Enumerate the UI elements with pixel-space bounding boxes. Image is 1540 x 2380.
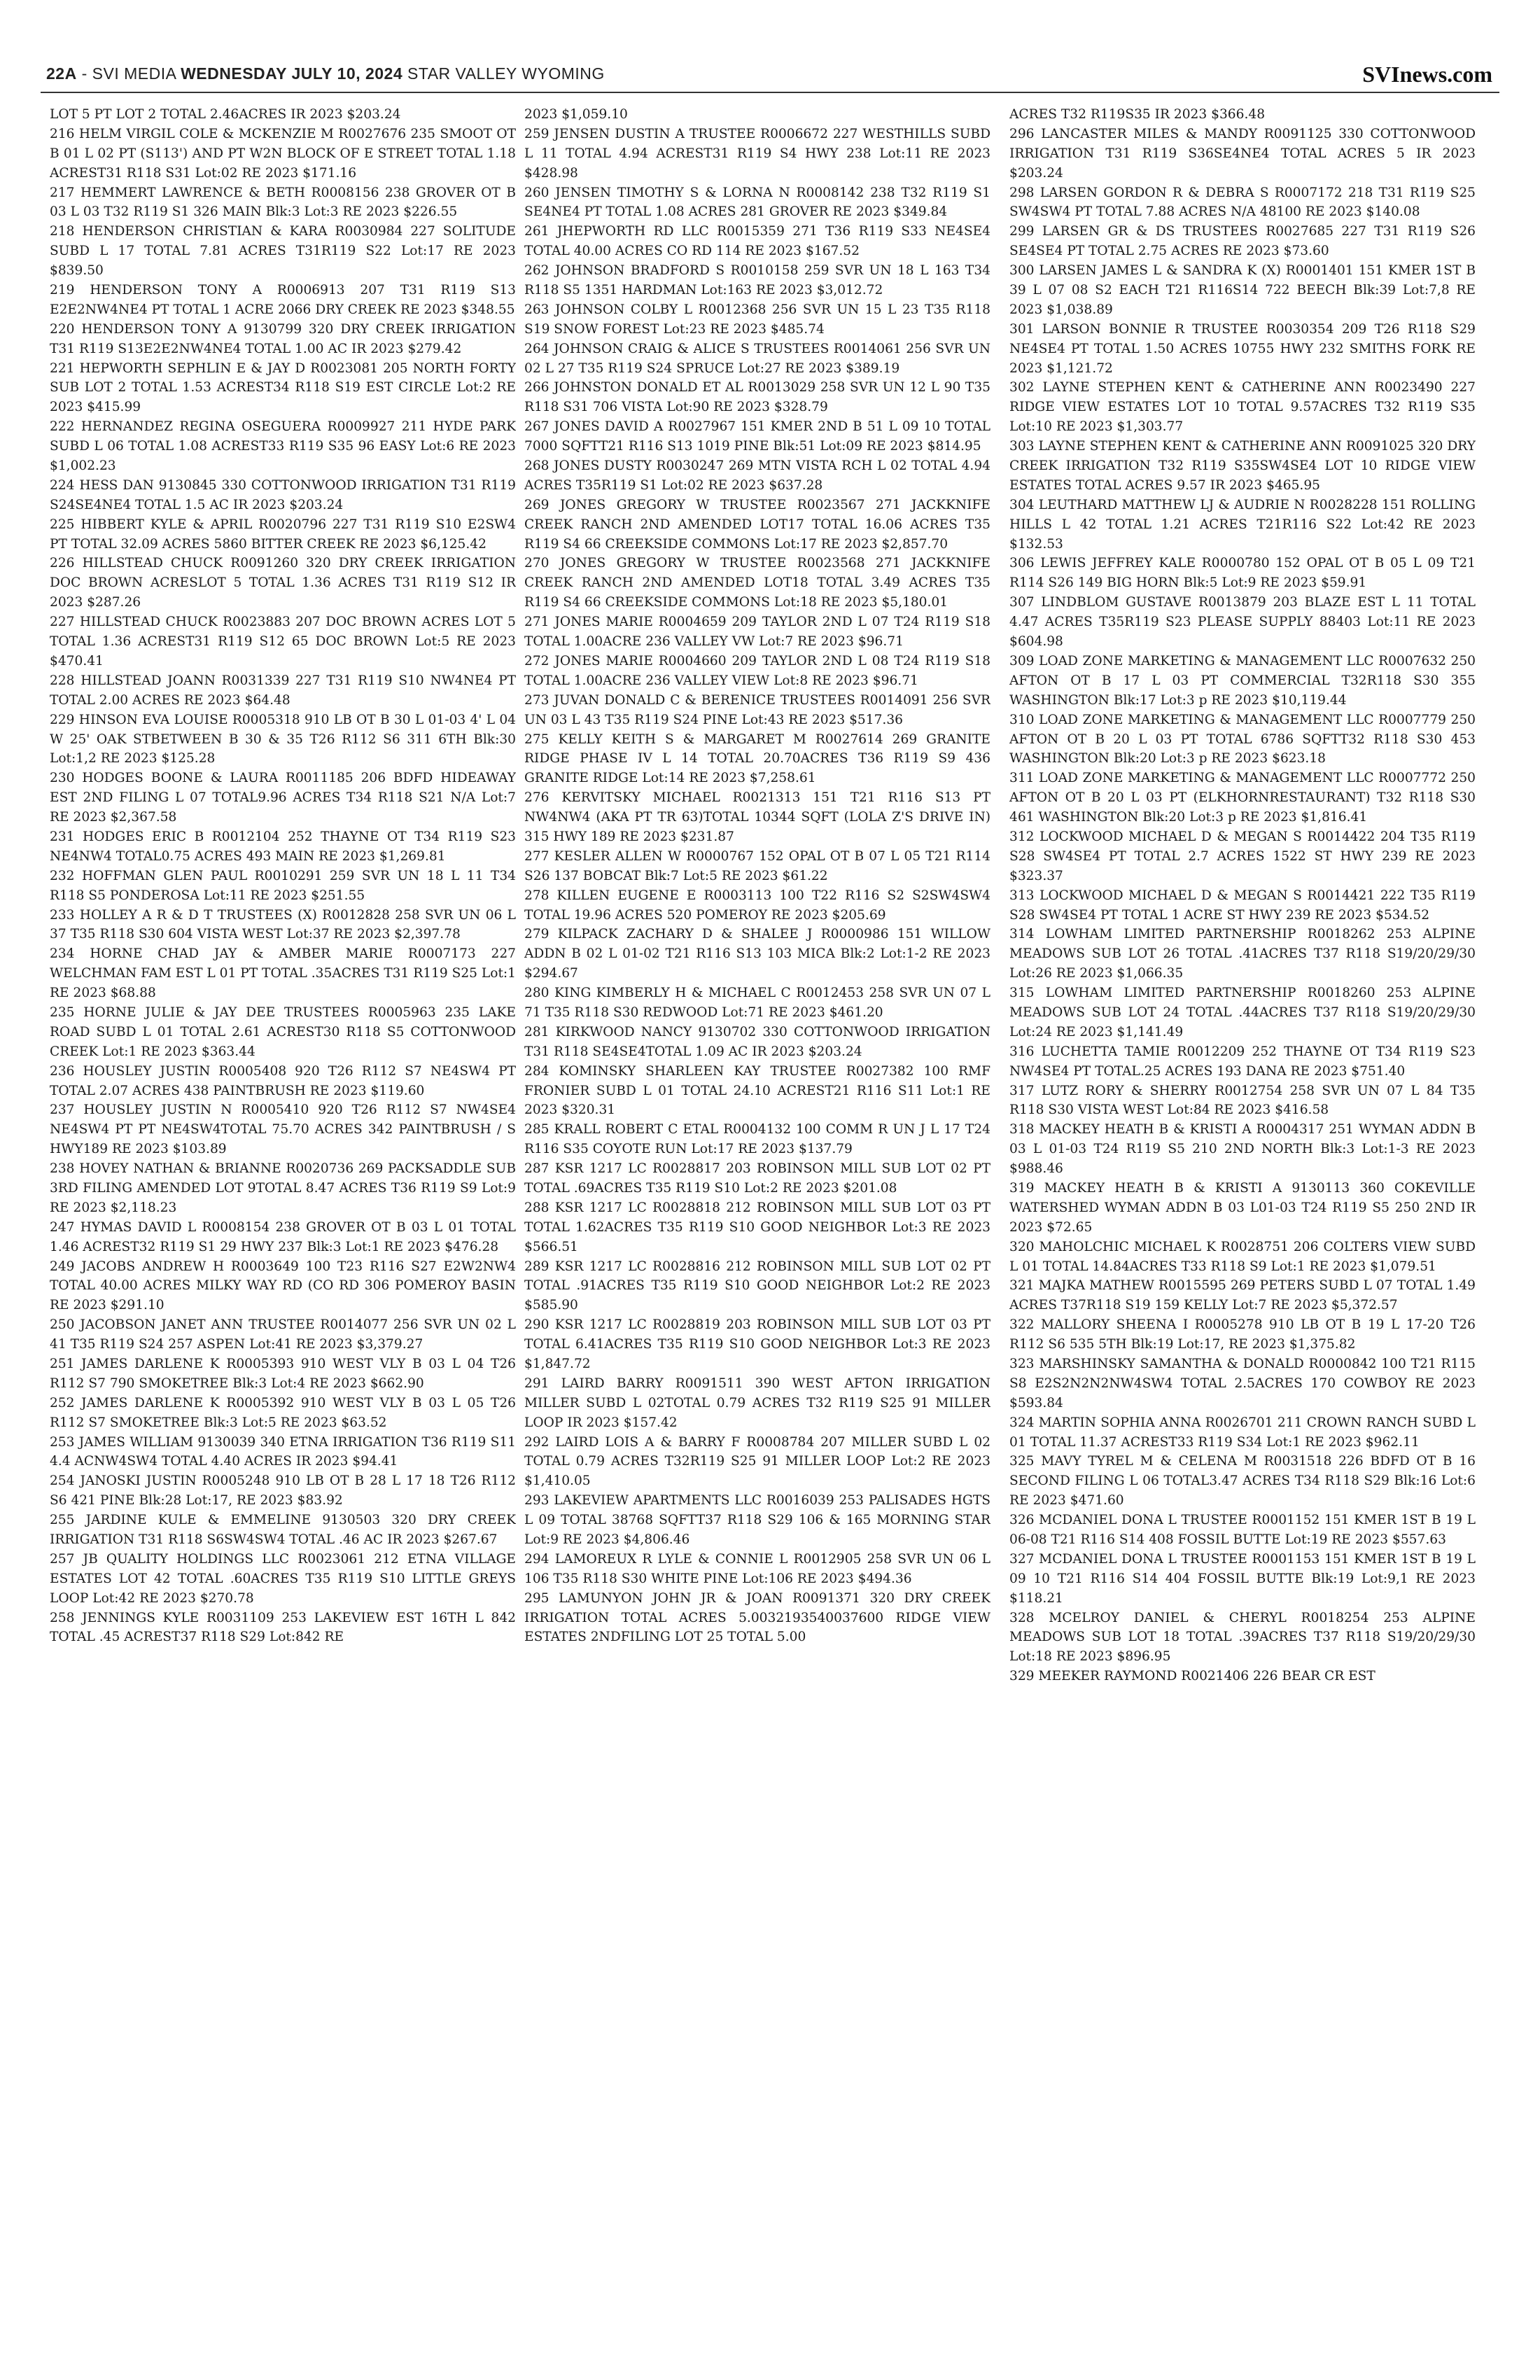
- tax-listing-entry: 260 JENSEN TIMOTHY S & LORNA N R0008142 238 T32 R119 S1 SE4NE4 PT TOTAL 1.08 ACRES 281 GROVER RE 2023 $349.84: [524, 185, 990, 220]
- tax-listing-entry: 276 KERVITSKY MICHAEL R0021313 151 T21 R116 S13 PT NW4NW4 (AKA PT TR 63)TOTAL 10344 SQFT (LOLA Z'S DRIVE IN) 315 HWY 189 RE 2023 $231.87: [524, 790, 990, 844]
- tax-listing-entry: 227 HILLSTEAD CHUCK R0023883 207 DOC BROWN ACRES LOT 5 TOTAL 1.36 ACREST31 R119 S12 65 DOC BROWN Lot:5 RE 2023 $470.41: [50, 615, 516, 668]
- tax-listing-entry: 253 JAMES WILLIAM 9130039 340 ETNA IRRIGATION T36 R119 S11 4.4 ACNW4SW4 TOTAL 4.40 ACRES IR 2023 $94.41: [50, 1434, 516, 1469]
- tax-listing-entry: 318 MACKEY HEATH B & KRISTI A R0004317 251 WYMAN ADDN B 03 L 01-03 T24 R119 S5 210 2ND NORTH Blk:3 Lot:1-3 RE 2023 $988.46: [1009, 1122, 1476, 1177]
- tax-listing-entry: 299 LARSEN GR & DS TRUSTEES R0027685 227 T31 R119 S26 SE4SE4 PT TOTAL 2.75 ACRES RE 2023 $73.60: [1009, 224, 1476, 259]
- tax-listing-entry: 220 HENDERSON TONY A 9130799 320 DRY CREEK IRRIGATION T31 R119 S13E2E2NW4NE4 TOTAL 1.00 AC IR 2023 $279.42: [50, 321, 516, 356]
- tax-listing-entry: 236 HOUSLEY JUSTIN R0005408 920 T26 R112 S7 NE4SW4 PT TOTAL 2.07 ACRES 438 PAINTBRUSH RE 2023 $119.60: [50, 1063, 516, 1098]
- website-link[interactable]: SVInews.com: [1362, 62, 1492, 87]
- tax-listing-entry: 249 JACOBS ANDREW H R0003649 100 T23 R116 S27 E2W2NW4 TOTAL 40.00 ACRES MILKY WAY RD (CO RD 306 POMEROY BASIN RE 2023 $291.10: [50, 1259, 516, 1313]
- tax-listing-entry: 325 MAVY TYREL M & CELENA M R0031518 226 BDFD OT B 16 SECOND FILING L 06 TOTAL3.47 ACRES T34 R118 S29 Blk:16 Lot:6 RE 2023 $471.60: [1009, 1454, 1476, 1508]
- tax-listing-entry: 321 MAJKA MATHEW R0015595 269 PETERS SUBD L 07 TOTAL 1.49 ACRES T37R118 S19 159 KELLY Lot:7 RE 2023 $5,372.57: [1009, 1278, 1476, 1313]
- issue-date: WEDNESDAY JULY 10, 2024: [181, 64, 403, 83]
- tax-listing-entry: 293 LAKEVIEW APARTMENTS LLC R0016039 253 PALISADES HGTS L 09 TOTAL 38768 SQFTT37 R118 S29 106 & 165 MORNING STAR Lot:9 RE 2023 $4,806.46: [524, 1493, 990, 1548]
- publication-name: - SVI MEDIA: [76, 64, 181, 83]
- tax-listing-entry: 291 LAIRD BARRY R0091511 390 WEST AFTON IRRIGATION MILLER SUBD L 02TOTAL 0.79 ACRES T32 R119 S25 91 MILLER LOOP IR 2023 $157.42: [524, 1376, 990, 1430]
- tax-listing-entry: 270 JONES GREGORY W TRUSTEE R0023568 271 JACKKNIFE CREEK RANCH 2ND AMENDED LOT18 TOTAL 3.49 ACRES T35 R119 S4 66 CREEKSIDE COMMONS Lot:18 RE 2023 $5,180.01: [524, 556, 990, 610]
- tax-listing-entry: 303 LAYNE STEPHEN KENT & CATHERINE ANN R0091025 320 DRY CREEK IRRIGATION T32 R119 S35SW4SE4 LOT 10 RIDGE VIEW ESTATES TOTAL ACRES 9.57 IR 2023 $465.95: [1009, 439, 1476, 493]
- tax-listing-entry: 231 HODGES ERIC B R0012104 252 THAYNE OT T34 R119 S23 NE4NW4 TOTAL0.75 ACRES 493 MAIN RE 2023 $1,269.81: [50, 829, 516, 864]
- tax-listing-entry: 294 LAMOREUX R LYLE & CONNIE L R0012905 258 SVR UN 06 L 106 T35 R118 S30 WHITE PINE Lot:106 RE 2023 $494.36: [524, 1551, 990, 1586]
- tax-listing-entry: 219 HENDERSON TONY A R0006913 207 T31 R119 S13 E2E2NW4NE4 PT TOTAL 1 ACRE 2066 DRY CREEK RE 2023 $348.55: [50, 283, 516, 317]
- tax-listing-entry: 290 KSR 1217 LC R0028819 203 ROBINSON MILL SUB LOT 03 PT TOTAL 6.41ACRES T35 R119 S10 GOOD NEIGHBOR Lot:3 RE 2023 $1,847.72: [524, 1317, 990, 1371]
- tax-listing-entry: 289 KSR 1217 LC R0028816 212 ROBINSON MILL SUB LOT 02 PT TOTAL .91ACRES T35 R119 S10 GOOD NEIGHBOR Lot:2 RE 2023 $585.90: [524, 1259, 990, 1313]
- tax-listing-entry: 217 HEMMERT LAWRENCE & BETH R0008156 238 GROVER OT B 03 L 03 T32 R119 S1 326 MAIN Blk:3 Lot:3 RE 2023 $226.55: [50, 185, 516, 220]
- tax-listing-entry: 302 LAYNE STEPHEN KENT & CATHERINE ANN R0023490 227 RIDGE VIEW ESTATES LOT 10 TOTAL 9.57ACRES T32 R119 S35 Lot:10 RE 2023 $1,303.77: [1009, 380, 1476, 435]
- tax-listing-entry: 268 JONES DUSTY R0030247 269 MTN VISTA RCH L 02 TOTAL 4.94 ACRES T35R119 S1 Lot:02 RE 2023 $637.28: [524, 458, 990, 493]
- tax-listing-entry: 311 LOAD ZONE MARKETING & MANAGEMENT LLC R0007772 250 AFTON OT B 20 L 03 PT (ELKHORNRESTAURANT) T32 R118 S30 461 WASHINGTON Blk:20 Lot:3 p RE 2023 $1,816.41: [1009, 771, 1476, 825]
- tax-listing-entry: 310 LOAD ZONE MARKETING & MANAGEMENT LLC R0007779 250 AFTON OT B 20 L 03 PT TOTAL 6786 SQFTT32 R118 S30 453 WASHINGTON Blk:20 Lot:3 p RE 2023 $623.18: [1009, 712, 1476, 766]
- tax-listing-entry: 278 KILLEN EUGENE E R0003113 100 T22 R116 S2 S2SW4SW4 TOTAL 19.96 ACRES 520 POMEROY RE 2023 $205.69: [524, 888, 990, 923]
- tax-listing-entry: 273 JUVAN DONALD C & BERENICE TRUSTEES R0014091 256 SVR UN 03 L 43 T35 R119 S24 PINE Lot:43 RE 2023 $517.36: [524, 692, 990, 727]
- tax-listing-entry: 267 JONES DAVID A R0027967 151 KMER 2ND B 51 L 09 10 TOTAL 7000 SQFTT21 R116 S13 1019 PINE Blk:51 Lot:09 RE 2023 $814.95: [524, 419, 990, 454]
- tax-listing-entry: 312 LOCKWOOD MICHAEL D & MEGAN S R0014422 204 T35 R119 S28 SW4SE4 PT TOTAL 2.7 ACRES 1522 ST HWY 239 RE 2023 $323.37: [1009, 829, 1476, 883]
- tax-listing-entry: 319 MACKEY HEATH B & KRISTI A 9130113 360 COKEVILLE WATERSHED WYMAN ADDN B 03 L01-03 T24 R119 S5 250 2ND IR 2023 $72.65: [1009, 1180, 1476, 1235]
- tax-listing-entry: 306 LEWIS JEFFREY KALE R0000780 152 OPAL OT B 05 L 09 T21 R114 S26 149 BIG HORN Blk:5 Lot:9 RE 2023 $59.91: [1009, 556, 1476, 591]
- tax-listing-entry: 329 MEEKER RAYMOND R0021406 226 BEAR CR EST: [1009, 1669, 1376, 1684]
- tax-listing-entry: 281 KIRKWOOD NANCY 9130702 330 COTTONWOOD IRRIGATION T31 R118 SE4SE4TOTAL 1.09 AC IR 2023 $203.24: [524, 1024, 990, 1059]
- tax-listing-entry: 258 JENNINGS KYLE R0031109 253 LAKEVIEW EST 16TH L 842 TOTAL .45 ACREST37 R118 S29 Lot:842 RE: [50, 1610, 516, 1645]
- tax-listing-entry: 316 LUCHETTA TAMIE R0012209 252 THAYNE OT T34 R119 S23 NW4SE4 PT TOTAL.25 ACRES 193 DANA RE 2023 $751.40: [1009, 1044, 1476, 1079]
- tax-listing-entry: 250 JACOBSON JANET ANN TRUSTEE R0014077 256 SVR UN 02 L 41 T35 R119 S24 257 ASPEN Lot:41 RE 2023 $3,379.27: [50, 1317, 516, 1352]
- tax-listing-entry: 284 KOMINSKY SHARLEEN KAY TRUSTEE R0027382 100 RMF FRONIER SUBD L 01 TOTAL 24.10 ACREST21 R116 S11 Lot:1 RE 2023 $320.31: [524, 1063, 990, 1118]
- tax-listing-entry: 295 LAMUNYON JOHN JR & JOAN R0091371 320 DRY CREEK IRRIGATION TOTAL ACRES 5.0032193540037600 RIDGE VIEW ESTATES 2NDFILING LOT 25 TOTAL 5.00: [524, 1590, 990, 1645]
- tax-listing-entry: 314 LOWHAM LIMITED PARTNERSHIP R0018262 253 ALPINE MEADOWS SUB LOT 26 TOTAL .41ACRES T37 R118 S19/20/29/30 Lot:26 RE 2023 $1,066.35: [1009, 927, 1476, 981]
- tax-listing-entry: 235 HORNE JULIE & JAY DEE TRUSTEES R0005963 235 LAKE ROAD SUBD L 01 TOTAL 2.61 ACREST30 R118 S5 COTTONWOOD CREEK Lot:1 RE 2023 $363.44: [50, 1004, 516, 1059]
- tax-listing-entry: 247 HYMAS DAVID L R0008154 238 GROVER OT B 03 L 01 TOTAL 1.46 ACREST32 R119 S1 29 HWY 237 Blk:3 Lot:1 RE 2023 $476.28: [50, 1219, 516, 1254]
- tax-listing-entry: 288 KSR 1217 LC R0028818 212 ROBINSON MILL SUB LOT 03 PT TOTAL 1.62ACRES T35 R119 S10 GOOD NEIGHBOR Lot:3 RE 2023 $566.51: [524, 1200, 990, 1254]
- tax-listing-entry: 225 HIBBERT KYLE & APRIL R0020796 227 T31 R119 S10 E2SW4 PT TOTAL 32.09 ACRES 5860 BITTER CREEK RE 2023 $6,125.42: [50, 517, 516, 552]
- tax-listing-entry: 301 LARSON BONNIE R TRUSTEE R0030354 209 T26 R118 S29 NE4SE4 PT TOTAL 1.50 ACRES 10755 HWY 232 SMITHS FORK RE 2023 $1,121.72: [1009, 321, 1476, 376]
- masthead-dateline: [46, 64, 605, 83]
- tax-listing-entry: 317 LUTZ RORY & SHERRY R0012754 258 SVR UN 07 L 84 T35 R118 S30 VISTA WEST Lot:84 RE 2023 $416.58: [1009, 1083, 1476, 1118]
- tax-listing-entry: 216 HELM VIRGIL COLE & MCKENZIE M R0027676 235 SMOOT OT B 01 L 02 PT (S113') AND PT W2N BLOCK OF E STREET TOTAL 1.18 ACREST31 R118 S31 Lot:02 RE 2023 $171.16: [50, 126, 516, 181]
- tax-listing-entry: 259 JENSEN DUSTIN A TRUSTEE R0006672 227 WESTHILLS SUBD L 11 TOTAL 4.94 ACREST31 R119 S4 HWY 238 Lot:11 RE 2023 $428.98: [524, 126, 990, 181]
- masthead: [41, 60, 1499, 88]
- tax-listing-entry: 262 JOHNSON BRADFORD S R0010158 259 SVR UN 18 L 163 T34 R118 S5 1351 HARDMAN Lot:163 RE 2023 $3,012.72: [524, 263, 990, 298]
- tax-listing-entry: 271 JONES MARIE R0004659 209 TAYLOR 2ND L 07 T24 R119 S18 TOTAL 1.00ACRE 236 VALLEY VW Lot:7 RE 2023 $96.71: [524, 615, 990, 650]
- tax-listing-entry: 277 KESLER ALLEN W R0000767 152 OPAL OT B 07 L 05 T21 R114 S26 137 BOBCAT Blk:7 Lot:5 RE 2023 $61.22: [524, 848, 990, 883]
- header-rule: [41, 92, 1499, 93]
- tax-listing-entry: 309 LOAD ZONE MARKETING & MANAGEMENT LLC R0007632 250 AFTON OT B 17 L 03 PT COMMERCIAL T32R118 S30 355 WASHINGTON Blk:17 Lot:3 p RE 2023 $10,119.44: [1009, 653, 1476, 708]
- tax-listing-entry: 230 HODGES BOONE & LAURA R0011185 206 BDFD HIDEAWAY EST 2ND FILING L 07 TOTAL9.96 ACRES T34 R118 S21 N/A Lot:7 RE 2023 $2,367.58: [50, 771, 516, 825]
- tax-listing-entry: 326 MCDANIEL DONA L TRUSTEE R0001152 151 KMER 1ST B 19 L 06-08 T21 R116 S14 408 FOSSIL BUTTE Lot:19 RE 2023 $557.63: [1009, 1513, 1476, 1548]
- tax-listing-entry: 300 LARSEN JAMES L & SANDRA K (X) R0001401 151 KMER 1ST B 39 L 07 08 S2 EACH T21 R116S14 722 BEECH Blk:39 Lot:7,8 RE 2023 $1,038.89: [1009, 263, 1476, 317]
- tax-listing-entry: 254 JANOSKI JUSTIN R0005248 910 LB OT B 28 L 17 18 T26 R112 S6 421 PINE Blk:28 Lot:17, RE 2023 $83.92: [50, 1474, 516, 1508]
- tax-listing-entry: 269 JONES GREGORY W TRUSTEE R0023567 271 JACKKNIFE CREEK RANCH 2ND AMENDED LOT17 TOTAL 16.06 ACRES T35 R119 S4 66 CREEKSIDE COMMONS Lot:17 RE 2023 $2,857.70: [524, 497, 990, 552]
- tax-listing-entry: 292 LAIRD LOIS A & BARRY F R0008784 207 MILLER SUBD L 02 TOTAL 0.79 ACRES T32R119 S25 91 MILLER LOOP Lot:2 RE 2023 $1,410.05: [524, 1434, 990, 1489]
- tax-listing-entry: 226 HILLSTEAD CHUCK R0091260 320 DRY CREEK IRRIGATION DOC BROWN ACRESLOT 5 TOTAL 1.36 ACRES T31 R119 S12 IR 2023 $287.26: [50, 556, 516, 610]
- tax-listing-entry: ACRES T32 R119S35 IR 2023 $366.48: [1009, 107, 1266, 122]
- tax-listing-entry: 304 LEUTHARD MATTHEW LJ & AUDRIE N R0028228 151 ROLLING HILLS L 42 TOTAL 1.21 ACRES T21R116 S22 Lot:42 RE 2023 $132.53: [1009, 497, 1476, 552]
- tax-listing-entry: 327 MCDANIEL DONA L TRUSTEE R0001153 151 KMER 1ST B 19 L 09 10 T21 R116 S14 404 FOSSIL BUTTE Blk:19 Lot:9,1 RE 2023 $118.21: [1009, 1551, 1476, 1606]
- legal-notice-column-3: [1009, 105, 1476, 2356]
- tax-listing-entry: 251 JAMES DARLENE K R0005393 910 WEST VLY B 03 L 04 T26 R112 S7 790 SMOKETREE Blk:3 Lot:4 RE 2023 $662.90: [50, 1357, 516, 1391]
- tax-listing-entry: 287 KSR 1217 LC R0028817 203 ROBINSON MILL SUB LOT 02 PT TOTAL .69ACRES T35 R119 S10 Lot:2 RE 2023 $201.08: [524, 1161, 990, 1196]
- tax-listing-entry: 328 MCELROY DANIEL & CHERYL R0018254 253 ALPINE MEADOWS SUB LOT 18 TOTAL .39ACRES T37 R118 S19/20/29/30 Lot:18 RE 2023 $896.95: [1009, 1610, 1476, 1665]
- tax-listing-entry: 237 HOUSLEY JUSTIN N R0005410 920 T26 R112 S7 NW4SE4 NE4SW4 PT PT NE4SW4TOTAL 75.70 ACRES 342 PAINTBRUSH / S HWY189 RE 2023 $103.89: [50, 1102, 516, 1157]
- page-number: 22A: [46, 64, 77, 83]
- tax-listing-entry: 298 LARSEN GORDON R & DEBRA S R0007172 218 T31 R119 S25 SW4SW4 PT TOTAL 7.88 ACRES N/A 48100 RE 2023 $140.08: [1009, 185, 1476, 220]
- tax-listing-entry: 229 HINSON EVA LOUISE R0005318 910 LB OT B 30 L 01-03 4' L 04 W 25' OAK STBETWEEN B 30 & 35 T26 R112 S6 311 6TH Blk:30 Lot:1,2 RE 2023 $125.28: [50, 712, 516, 766]
- tax-listing-entry: 263 JOHNSON COLBY L R0012368 256 SVR UN 15 L 23 T35 R118 S19 SNOW FOREST Lot:23 RE 2023 $485.74: [524, 302, 990, 337]
- tax-listing-entry: 252 JAMES DARLENE K R0005392 910 WEST VLY B 03 L 05 T26 R112 S7 SMOKETREE Blk:3 Lot:5 RE 2023 $63.52: [50, 1395, 516, 1430]
- tax-listing-entry: 266 JOHNSTON DONALD ET AL R0013029 258 SVR UN 12 L 90 T35 R118 S31 706 VISTA Lot:90 RE 2023 $328.79: [524, 380, 990, 415]
- tax-listing-entry: 255 JARDINE KULE & EMMELINE 9130503 320 DRY CREEK IRRIGATION T31 R118 S6SW4SW4 TOTAL .46 AC IR 2023 $267.67: [50, 1513, 516, 1548]
- tax-listing-entry: 275 KELLY KEITH S & MARGARET M R0027614 269 GRANITE RIDGE PHASE IV L 14 TOTAL 20.70ACRES T36 R119 S9 436 GRANITE RIDGE Lot:14 RE 2023 $7,258.61: [524, 732, 990, 786]
- legal-notice-column-1: [50, 105, 516, 2356]
- tax-listing-entry: 264 JOHNSON CRAIG & ALICE S TRUSTEES R0014061 256 SVR UN 02 L 27 T35 R119 S24 SPRUCE Lot:27 RE 2023 $389.19: [524, 341, 990, 376]
- tax-listing-entry: 272 JONES MARIE R0004660 209 TAYLOR 2ND L 08 T24 R119 S18 TOTAL 1.00ACRE 236 VALLEY VIEW Lot:8 RE 2023 $96.71: [524, 653, 990, 688]
- tax-listing-entry: 324 MARTIN SOPHIA ANNA R0026701 211 CROWN RANCH SUBD L 01 TOTAL 11.37 ACREST33 R119 S34 Lot:1 RE 2023 $962.11: [1009, 1415, 1476, 1450]
- tax-listing-entry: 222 HERNANDEZ REGINA OSEGUERA R0009927 211 HYDE PARK SUBD L 06 TOTAL 1.08 ACREST33 R119 S35 96 EASY Lot:6 RE 2023 $1,002.23: [50, 419, 516, 474]
- publication-location: STAR VALLEY WYOMING: [402, 64, 605, 83]
- tax-listing-entry: 261 JHEPWORTH RD LLC R0015359 271 T36 R119 S33 NE4SE4 TOTAL 40.00 ACRES CO RD 114 RE 2023 $167.52: [524, 224, 990, 259]
- tax-listing-entry: 257 JB QUALITY HOLDINGS LLC R0023061 212 ETNA VILLAGE ESTATES LOT 42 TOTAL .60ACRES T35 R119 S10 LITTLE GREYS LOOP Lot:42 RE 2023 $270.78: [50, 1551, 516, 1606]
- tax-listing-entry: 313 LOCKWOOD MICHAEL D & MEGAN S R0014421 222 T35 R119 S28 SW4SE4 PT TOTAL 1 ACRE ST HWY 239 RE 2023 $534.52: [1009, 888, 1476, 923]
- tax-listing-entry: 218 HENDERSON CHRISTIAN & KARA R0030984 227 SOLITUDE SUBD L 17 TOTAL 7.81 ACRES T31R119 S22 Lot:17 RE 2023 $839.50: [50, 224, 516, 279]
- tax-listing-entry: 2023 $1,059.10: [524, 107, 628, 122]
- tax-listing-entry: 315 LOWHAM LIMITED PARTNERSHIP R0018260 253 ALPINE MEADOWS SUB LOT 24 TOTAL .44ACRES T37 R118 S19/20/29/30 Lot:24 RE 2023 $1,141.49: [1009, 986, 1476, 1040]
- tax-listing-entry: 233 HOLLEY A R & D T TRUSTEES (X) R0012828 258 SVR UN 06 L 37 T35 R118 S30 604 VISTA WEST Lot:37 RE 2023 $2,397.78: [50, 907, 516, 942]
- tax-listing-entry: 221 HEPWORTH SEPHLIN E & JAY D R0023081 205 NORTH FORTY SUB LOT 2 TOTAL 1.53 ACREST34 R118 S19 EST CIRCLE Lot:2 RE 2023 $415.99: [50, 360, 516, 415]
- tax-listing-entry: 234 HORNE CHAD JAY & AMBER MARIE R0007173 227 WELCHMAN FAM EST L 01 PT TOTAL .35ACRES T31 R119 S25 Lot:1 RE 2023 $68.88: [50, 946, 516, 1001]
- tax-listing-entry: 285 KRALL ROBERT C ETAL R0004132 100 COMM R UN J L 17 T24 R116 S35 COYOTE RUN Lot:17 RE 2023 $137.79: [524, 1122, 990, 1157]
- tax-listing-entry: 279 KILPACK ZACHARY D & SHALEE J R0000986 151 WILLOW ADDN B 02 L 01-02 T21 R116 S13 103 MICA Blk:2 Lot:1-2 RE 2023 $294.67: [524, 927, 990, 981]
- tax-listing-entry: 238 HOVEY NATHAN & BRIANNE R0020736 269 PACKSADDLE SUB 3RD FILING AMENDED LOT 9TOTAL 8.47 ACRES T36 R119 S9 Lot:9 RE 2023 $2,118.23: [50, 1161, 516, 1215]
- tax-listing-entry: LOT 5 PT LOT 2 TOTAL 2.46ACRES IR 2023 $203.24: [50, 107, 401, 122]
- tax-listing-entry: 232 HOFFMAN GLEN PAUL R0010291 259 SVR UN 18 L 11 T34 R118 S5 PONDEROSA Lot:11 RE 2023 $251.55: [50, 868, 516, 903]
- tax-listing-entry: 224 HESS DAN 9130845 330 COTTONWOOD IRRIGATION T31 R119 S24SE4NE4 TOTAL 1.5 AC IR 2023 $203.24: [50, 477, 516, 512]
- tax-listing-entry: 307 LINDBLOM GUSTAVE R0013879 203 BLAZE EST L 11 TOTAL 4.47 ACRES T35R119 S23 PLEASE SUPPLY 88403 Lot:11 RE 2023 $604.98: [1009, 595, 1476, 650]
- legal-notice-column-2: [524, 105, 990, 2356]
- tax-listing-entry: 228 HILLSTEAD JOANN R0031339 227 T31 R119 S10 NW4NE4 PT TOTAL 2.00 ACRES RE 2023 $64.48: [50, 673, 516, 708]
- tax-listing-entry: 320 MAHOLCHIC MICHAEL K R0028751 206 COLTERS VIEW SUBD L 01 TOTAL 14.84ACRES T33 R118 S9 Lot:1 RE 2023 $1,079.51: [1009, 1239, 1476, 1274]
- tax-listing-entry: 322 MALLORY SHEENA I R0005278 910 LB OT B 19 L 17-20 T26 R112 S6 535 5TH Blk:19 Lot:17, RE 2023 $1,375.82: [1009, 1317, 1476, 1352]
- tax-listing-entry: 323 MARSHINSKY SAMANTHA & DONALD R0000842 100 T21 R115 S8 E2S2N2N2NW4SW4 TOTAL 2.5ACRES 170 COWBOY RE 2023 $593.84: [1009, 1357, 1476, 1410]
- tax-listing-entry: 296 LANCASTER MILES & MANDY R0091125 330 COTTONWOOD IRRIGATION T31 R119 S36SE4NE4 TOTAL ACRES 5 IR 2023 $203.24: [1009, 126, 1476, 181]
- tax-listing-entry: 280 KING KIMBERLY H & MICHAEL C R0012453 258 SVR UN 07 L 71 T35 R118 S30 REDWOOD Lot:71 RE 2023 $461.20: [524, 986, 990, 1020]
